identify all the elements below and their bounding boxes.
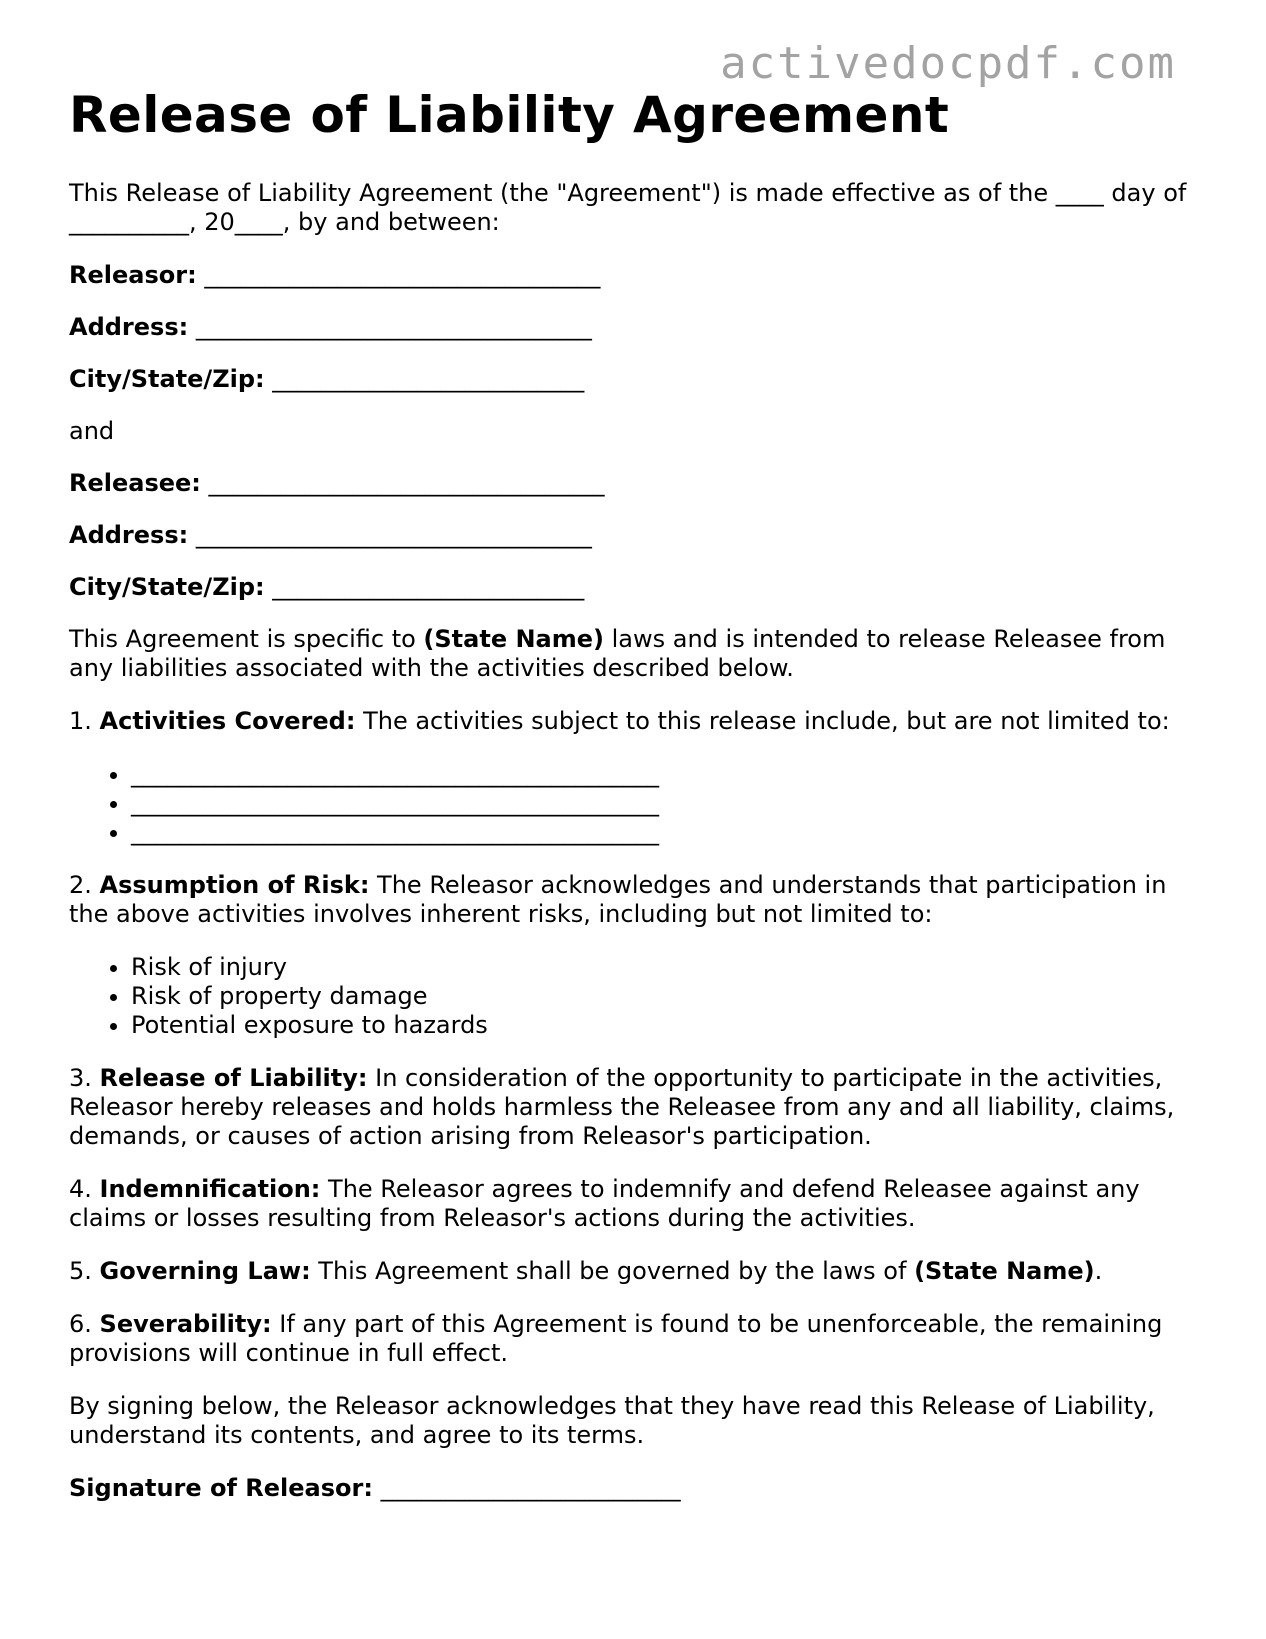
section-heading: Indemnification: <box>99 1175 321 1203</box>
scope-text-after: laws and is intended to release Releasee from any liabilities associated with the activities described below. <box>69 625 1166 682</box>
releasee-city-field <box>69 573 1194 602</box>
risk-item: • Risk of injury <box>131 953 1194 982</box>
releasee-address-blank[interactable]: _________________________________ <box>195 521 592 549</box>
releasor-name-label: Releasor: <box>69 261 197 289</box>
risk-list <box>69 953 1194 1040</box>
section-heading: Governing Law: <box>99 1257 311 1285</box>
section-heading: Release of Liability: <box>99 1064 368 1092</box>
governing-state-name: (State Name) <box>914 1257 1095 1285</box>
section-assumption-of-risk <box>69 871 1194 929</box>
releasee-name-label: Releasee: <box>69 469 201 497</box>
activity-blank[interactable]: • ____________________________________________ <box>131 818 1194 847</box>
section-text: The activities subject to this release include, but are not limited to: <box>355 707 1170 735</box>
closing-paragraph: By signing below, the Releasor acknowledges that they have read this Release of Liability, understand its contents, and agree to its terms. <box>69 1392 1155 1449</box>
document-page <box>69 88 1194 1526</box>
watermark: activedocpdf.com <box>720 38 1176 89</box>
section-activities <box>69 707 1194 736</box>
section-indemnification <box>69 1175 1194 1233</box>
scope-paragraph <box>69 625 1194 683</box>
section-number: 3. <box>69 1064 100 1092</box>
intro-paragraph: This Release of Liability Agreement (the "Agreement") is made effective as of the ____ day of __________, 20____, by and between: <box>69 179 1187 236</box>
section-end: . <box>1094 1257 1103 1285</box>
section-text: If any part of this Agreement is found to be unenforceable, the remaining provisions will continue in full effect. <box>69 1310 1163 1367</box>
section-heading: Assumption of Risk: <box>99 871 370 899</box>
releasor-address-blank[interactable]: _________________________________ <box>195 313 592 341</box>
releasee-name-field <box>69 469 1194 498</box>
releasee-city-label: City/State/Zip: <box>69 573 265 601</box>
section-heading: Severability: <box>99 1310 272 1338</box>
and-text: and <box>69 417 115 445</box>
releasor-address-field <box>69 313 1194 342</box>
section-release-of-liability <box>69 1064 1194 1151</box>
releasor-city-label: City/State/Zip: <box>69 365 265 393</box>
scope-text-before: This Agreement is specific to <box>69 625 424 653</box>
releasor-name-blank[interactable]: _________________________________ <box>204 261 601 289</box>
activity-blank[interactable]: • ____________________________________________ <box>131 760 1194 789</box>
releasee-address-field <box>69 521 1194 550</box>
risk-item: • Potential exposure to hazards <box>131 1011 1194 1040</box>
section-number: 1. <box>69 707 100 735</box>
section-text: The Releasor acknowledges and understands that participation in the above activities involves inherent risks, including but not limited to: <box>69 871 1167 928</box>
section-text: This Agreement shall be governed by the laws of <box>310 1257 915 1285</box>
section-heading: Activities Covered: <box>99 707 356 735</box>
releasee-city-blank[interactable]: __________________________ <box>272 573 585 601</box>
document-title: Release of Liability Agreement <box>69 86 950 144</box>
risk-item: • Risk of property damage <box>131 982 1194 1011</box>
signature-label: Signature of Releasor: <box>69 1474 373 1502</box>
section-governing-law <box>69 1257 1194 1286</box>
activity-blank[interactable]: • ____________________________________________ <box>131 789 1194 818</box>
releasee-name-blank[interactable]: _________________________________ <box>208 469 605 497</box>
releasor-city-field <box>69 365 1194 394</box>
signature-field <box>69 1474 1194 1503</box>
activities-list <box>69 760 1194 847</box>
section-number: 5. <box>69 1257 100 1285</box>
releasee-address-label: Address: <box>69 521 189 549</box>
releasor-city-blank[interactable]: __________________________ <box>272 365 585 393</box>
section-number: 4. <box>69 1175 100 1203</box>
section-severability <box>69 1310 1194 1368</box>
releasor-name-field <box>69 261 1194 290</box>
releasor-address-label: Address: <box>69 313 189 341</box>
section-number: 6. <box>69 1310 100 1338</box>
signature-blank[interactable]: _________________________ <box>380 1474 681 1502</box>
section-text: In consideration of the opportunity to participate in the activities, Releasor hereby releases and holds harmless the Releasee from any and all liability, claims, demands, or causes of action arising from Releasor's participation. <box>69 1064 1175 1150</box>
scope-state-name: (State Name) <box>423 625 604 653</box>
section-text: The Releasor agrees to indemnify and defend Releasee against any claims or losses resulting from Releasor's actions during the activities. <box>69 1175 1140 1232</box>
section-number: 2. <box>69 871 100 899</box>
